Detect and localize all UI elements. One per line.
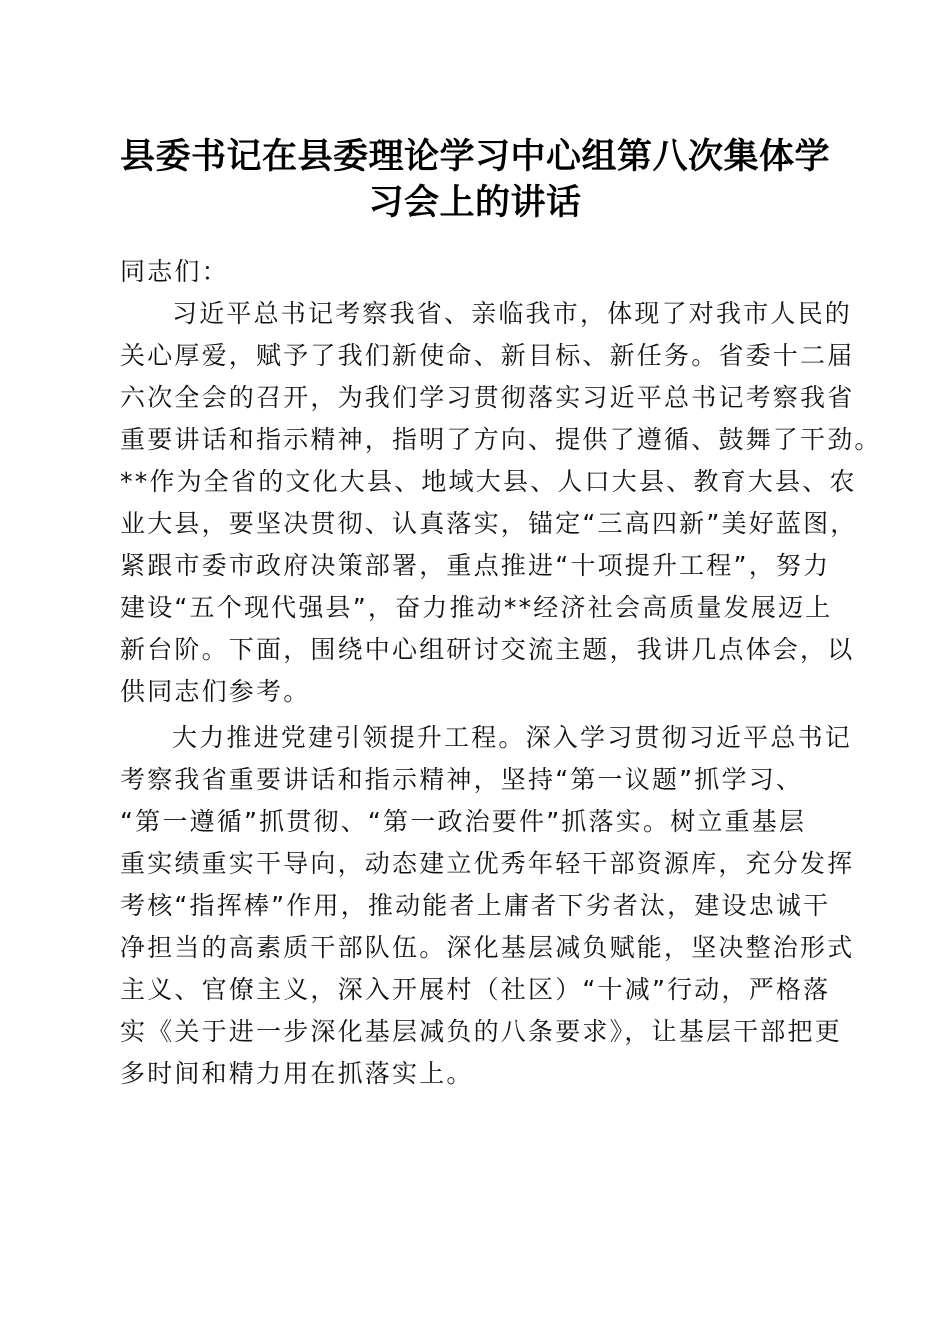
paragraph-line: “第一遵循”抓贯彻、“第一政治要件”抓落实。树立重基层 xyxy=(120,807,807,836)
paragraph-1 xyxy=(120,293,882,713)
paragraph-line: 考核“指挥棒”作用，推动能者上庸者下劣者汰，建设忠诚干 xyxy=(120,891,831,920)
paragraph-line: 关心厚爱，赋予了我们新使命、新目标、新任务。省委十二届 xyxy=(120,341,855,370)
paragraph-line: 六次全会的召开，为我们学习贯彻落实习近平总书记考察我省 xyxy=(120,383,855,412)
paragraph-line: 大力推进党建引领提升工程。深入学习贯彻习近平总书记 xyxy=(172,723,853,752)
document-title xyxy=(100,134,850,226)
paragraph-2 xyxy=(120,717,855,1095)
paragraph-line: 供同志们参考。 xyxy=(120,677,311,706)
paragraph-line: 净担当的高素质干部队伍。深化基层减负赋能，坚决整治形式 xyxy=(120,933,855,962)
paragraph-line: 建设“五个现代强县”，奋力推动**经济社会高质量发展迈上 xyxy=(120,593,833,622)
paragraph-line: 新台阶。下面，围绕中心组研讨交流主题，我讲几点体会，以 xyxy=(120,635,855,664)
paragraph-line: 实《关于进一步深化基层减负的八条要求》，让基层干部把更 xyxy=(120,1017,842,1046)
paragraph-line: **作为全省的文化大县、地域大县、人口大县、教育大县、农 xyxy=(120,467,857,496)
title-line-2: 习会上的讲话 xyxy=(368,182,582,223)
title-line-1: 县委书记在县委理论学习中心组第八次集体学 xyxy=(119,136,830,177)
paragraph-line: 紧跟市委市政府决策部署，重点推进“十项提升工程”，努力 xyxy=(120,551,831,580)
paragraph-line: 习近平总书记考察我省、亲临我市，体现了对我市人民的 xyxy=(172,299,853,328)
paragraph-line: 主义、官僚主义，深入开展村（社区）“十减”行动，严格落 xyxy=(120,975,831,1004)
paragraph-line: 考察我省重要讲话和指示精神，坚持“第一议题”抓学习、 xyxy=(120,765,804,794)
salutation: 同志们： xyxy=(120,257,229,286)
paragraph-line: 多时间和精力用在抓落实上。 xyxy=(120,1059,474,1088)
document-body xyxy=(120,251,882,1095)
paragraph-line: 重实绩重实干导向，动态建立优秀年轻干部资源库，充分发挥 xyxy=(120,849,855,878)
paragraph-line: 业大县，要坚决贯彻、认真落实，锚定“三高四新”美好蓝图， xyxy=(120,509,858,538)
paragraph-line: 重要讲话和指示精神，指明了方向、提供了遵循、鼓舞了干劲。 xyxy=(120,425,882,454)
